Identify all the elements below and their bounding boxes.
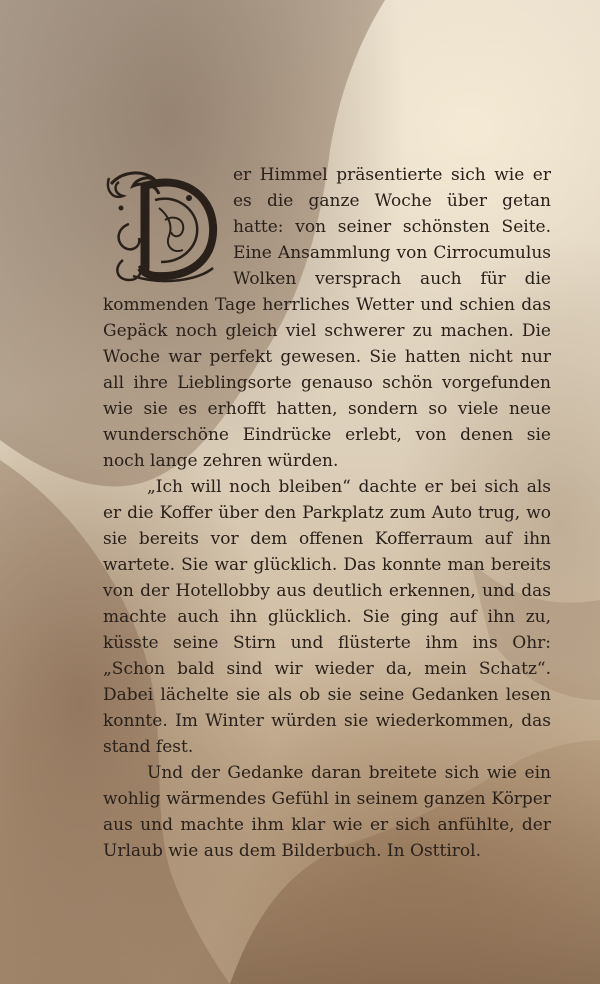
ornamental-letter-d-icon [103, 164, 221, 284]
story-text [103, 162, 551, 864]
paragraph-1-text: er Himmel präsentierte sich wie er es die ganze Woche über getan hatte: von seiner schönsten Seite. Eine Ansammlung von Cirrocumulus Wolken versprach auch für die kommenden Tage herrliches Wetter und schien das Gepäck noch gleich viel schwerer zu machen. Die Woche war perfekt gewesen. Sie hatten nicht nur all ihre Lieblingsorte genauso schön vorgefunden wie sie es erhofft hatten, sondern so viele neue wunderschöne Eindrücke erlebt, von denen sie noch lange zehren würden. [103, 165, 551, 471]
paragraph-3: Und der Gedanke daran breitete sich wie ein wohlig wärmendes Gefühl in seinem ganzen Körper aus und machte ihm klar wie er sich anfühlte, der Urlaub wie aus dem Bilderbuch. In Osttirol. [103, 763, 551, 861]
paragraph-1 [103, 162, 551, 474]
paragraph-2: „Ich will noch bleiben“ dachte er bei sich als er die Koffer über den Parkplatz zum Auto trug, wo sie bereits vor dem offenen Kofferraum auf ihn wartete. Sie war glücklich. Das konnte man bereits von der Hotellobby aus deutlich erkennen, und das machte auch ihn glücklich. Sie ging auf ihn zu, küsste seine Stirn und flüsterte ihm ins Ohr: „Schon bald sind wir wieder da, mein Schatz“. Dabei lächelte sie als ob sie seine Gedanken lesen konnte. Im Winter würden sie wiederkommen, das stand fest. [103, 477, 551, 757]
